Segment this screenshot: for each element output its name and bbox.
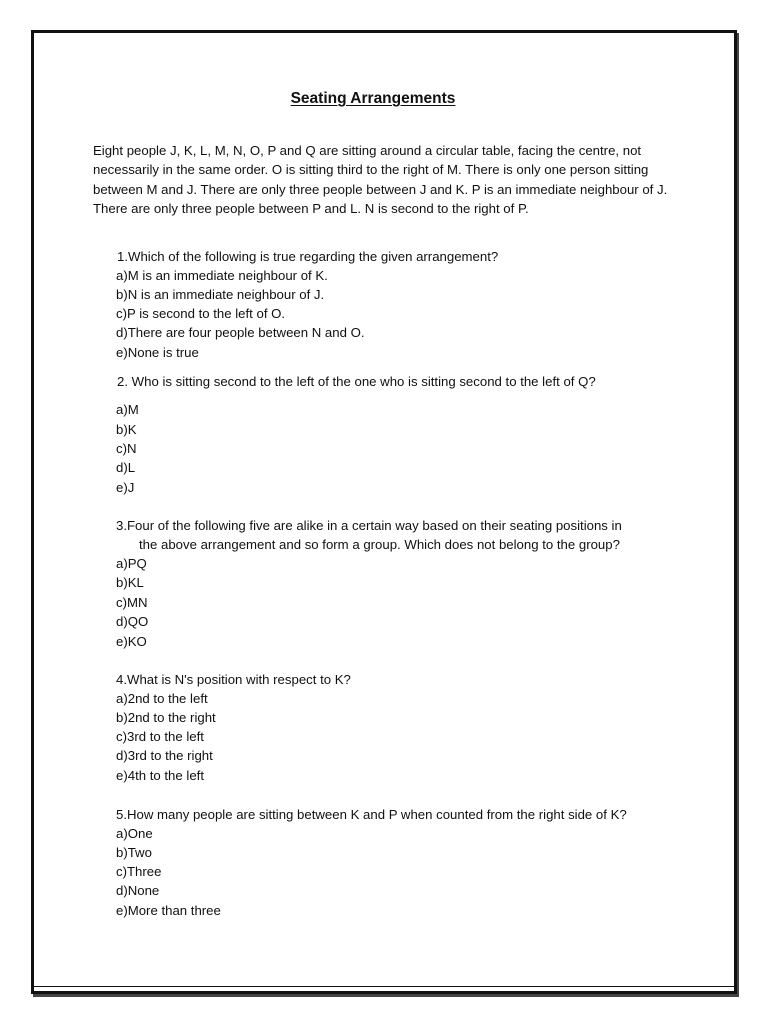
question-5 <box>116 805 627 824</box>
question-5-option-b <box>116 843 152 862</box>
option-text: 2nd to the left <box>127 691 208 706</box>
question-4 <box>116 670 351 689</box>
option-key: b) <box>116 422 128 437</box>
option-key: d) <box>116 460 128 475</box>
question-text: Which of the following is true regarding the given arrangement? <box>128 249 499 264</box>
option-key: b) <box>116 575 128 590</box>
question-4-option-d <box>116 746 213 765</box>
option-text: 3rd to the left <box>127 729 204 744</box>
option-text: MN <box>127 595 148 610</box>
question-2-option-c <box>116 439 137 458</box>
question-text: Four of the following five are alike in a certain way based on their seating positions in <box>127 518 622 533</box>
option-key: d) <box>116 325 128 340</box>
option-key: a) <box>116 691 128 706</box>
question-3-option-b <box>116 573 144 592</box>
question-5-option-c <box>116 862 161 881</box>
question-2-option-a <box>116 400 139 419</box>
question-1-option-c <box>116 304 285 323</box>
option-key: a) <box>116 556 128 571</box>
question-number: 2. <box>117 374 128 389</box>
option-text: P is second to the left of O. <box>127 306 286 321</box>
option-key: b) <box>116 710 128 725</box>
option-text: N <box>127 441 137 456</box>
question-3-option-a <box>116 554 147 573</box>
option-text: M is an immediate neighbour of K. <box>127 268 328 283</box>
option-key: c) <box>116 306 127 321</box>
question-3 <box>116 516 622 535</box>
option-text: QO <box>127 614 149 629</box>
question-text: Who is sitting second to the left of the one who is sitting second to the left of Q? <box>131 374 596 389</box>
question-1-option-e <box>116 343 199 362</box>
option-key: e) <box>116 768 128 783</box>
question-4-option-e <box>116 766 204 785</box>
option-text: N is an immediate neighbour of J. <box>127 287 325 302</box>
question-number: 5. <box>116 807 127 822</box>
question-text: What is N's position with respect to K? <box>127 672 351 687</box>
option-key: c) <box>116 729 127 744</box>
question-4-option-a <box>116 689 208 708</box>
option-key: e) <box>116 903 128 918</box>
option-key: a) <box>116 268 128 283</box>
option-text: J <box>127 480 135 495</box>
option-text: 3rd to the right <box>127 748 213 763</box>
option-key: c) <box>116 441 127 456</box>
option-key: c) <box>116 864 127 879</box>
question-4-option-c <box>116 727 204 746</box>
question-3-option-e <box>116 632 147 651</box>
question-5-option-d <box>116 881 159 900</box>
question-number: 1. <box>117 249 128 264</box>
question-text: How many people are sitting between K and P when counted from the right side of K? <box>127 807 627 822</box>
option-text: More than three <box>127 903 221 918</box>
question-4-option-b <box>116 708 216 727</box>
question-1-option-d <box>116 323 365 342</box>
option-key: e) <box>116 480 128 495</box>
option-text: KL <box>127 575 144 590</box>
page-border-inner-line <box>34 986 734 987</box>
question-2-option-d <box>116 458 135 477</box>
option-text: K <box>127 422 137 437</box>
option-key: e) <box>116 634 128 649</box>
option-key: d) <box>116 748 128 763</box>
option-text: KO <box>127 634 147 649</box>
question-2 <box>117 372 596 391</box>
option-key: c) <box>116 595 127 610</box>
question-3-option-d <box>116 612 148 631</box>
option-text: PQ <box>127 556 147 571</box>
option-key: d) <box>116 614 128 629</box>
problem-statement: Eight people J, K, L, M, N, O, P and Q are sitting around a circular table, facing the centre, not necessarily in the same order. O is sitting third to the right of M. There is only one person sitting between M and J. There are only three people between J and K. P is an immediate neighbour of J. There are only three people between P and L. N is second to the right of P. <box>93 143 668 216</box>
question-number: 3. <box>116 518 127 533</box>
question-2-option-e <box>116 478 134 497</box>
question-3-continued: the above arrangement and so form a group. Which does not belong to the group? <box>139 537 620 552</box>
option-key: b) <box>116 287 128 302</box>
option-text: One <box>127 826 153 841</box>
question-number: 4. <box>116 672 127 687</box>
question-1-option-b <box>116 285 324 304</box>
option-key: e) <box>116 345 128 360</box>
option-text: None <box>127 883 160 898</box>
option-text: 4th to the left <box>127 768 204 783</box>
question-1 <box>117 247 498 266</box>
question-1-option-a <box>116 266 328 285</box>
option-text: None is true <box>127 345 199 360</box>
option-text: 2nd to the right <box>127 710 216 725</box>
option-text: Three <box>127 864 162 879</box>
option-key: b) <box>116 845 128 860</box>
option-key: a) <box>116 826 128 841</box>
option-text: M <box>127 402 139 417</box>
question-3-option-c <box>116 593 148 612</box>
option-text: Two <box>127 845 152 860</box>
option-key: a) <box>116 402 128 417</box>
question-2-option-b <box>116 420 137 439</box>
question-5-option-e <box>116 901 221 920</box>
document-title: Seating Arrangements <box>290 90 456 107</box>
option-text: L <box>127 460 136 475</box>
option-key: d) <box>116 883 128 898</box>
question-5-option-a <box>116 824 153 843</box>
option-text: There are four people between N and O. <box>127 325 365 340</box>
